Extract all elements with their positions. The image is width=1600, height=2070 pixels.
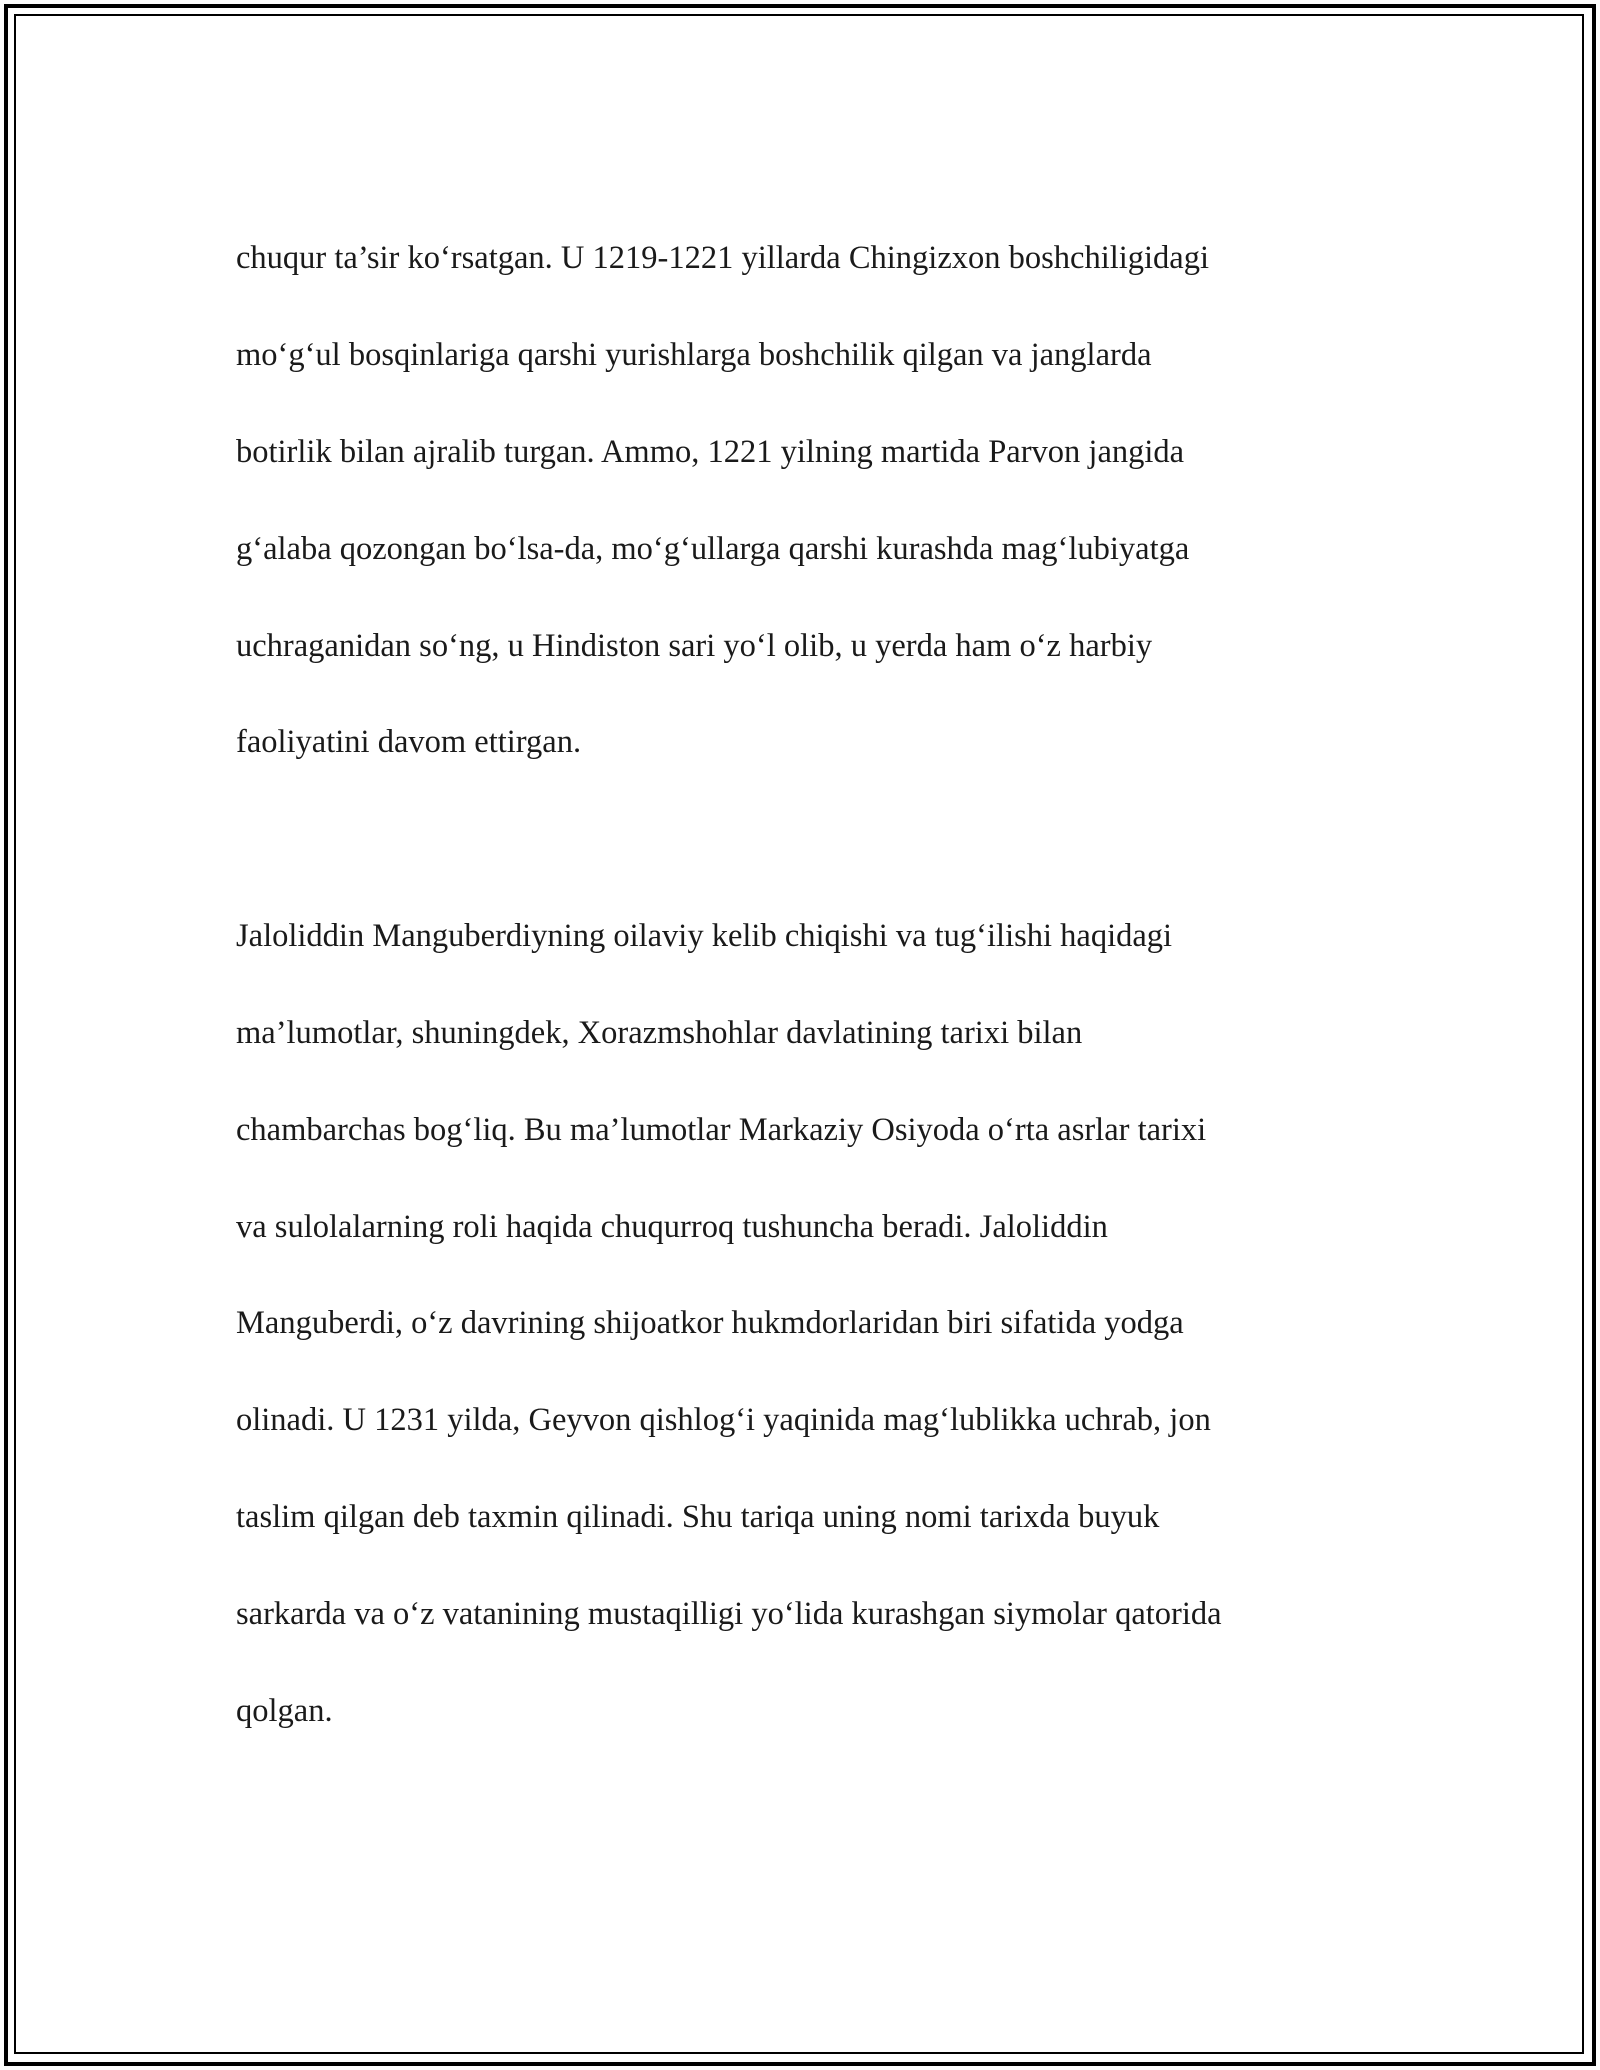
text-line: Jaloliddin Manguberdiyning oilaviy kelib chiqishi va tug‘ilishi haqidagi [236, 918, 1173, 955]
text-line: chambarchas bog‘liq. Bu ma’lumotlar Markaziy Osiyoda o‘rta asrlar tarixi [236, 1111, 1207, 1148]
document-body [236, 186, 1376, 1832]
text-line: mo‘g‘ul bosqinlariga qarshi yurishlarga boshchilik qilgan va janglarda [236, 337, 1152, 374]
paragraph-1 [236, 186, 1376, 815]
text-line: botirlik bilan ajralib turgan. Ammo, 1221 yilning martida Parvon jangida [236, 434, 1185, 471]
text-line: faoliyatini davom ettirgan. [236, 724, 582, 761]
text-line: taslim qilgan deb taxmin qilinadi. Shu tariqa uning nomi tarixda buyuk [236, 1498, 1160, 1535]
text-line: qolgan. [236, 1692, 333, 1729]
text-line: g‘alaba qozongan bo‘lsa-da, mo‘g‘ullarga qarshi kurashda mag‘lubiyatga [236, 530, 1190, 567]
text-line: olinadi. U 1231 yilda, Geyvon qishlog‘i yaqinida mag‘lublikka uchrab, jon [236, 1402, 1211, 1439]
text-line: sarkarda va o‘z vatanining mustaqilligi yo‘lida kurashgan siymolar qatorida [236, 1595, 1222, 1632]
text-line: ma’lumotlar, shuningdek, Xorazmshohlar davlatining tarixi bilan [236, 1014, 1083, 1051]
text-line: Manguberdi, o‘z davrining shijoatkor hukmdorlaridan biri sifatida yodga [236, 1305, 1184, 1342]
text-line: uchraganidan so‘ng, u Hindiston sari yo‘l olib, u yerda ham o‘z harbiy [236, 627, 1153, 664]
text-line: chuqur ta’sir ko‘rsatgan. U 1219-1221 yillarda Chingizxon boshchiligidagi [236, 240, 1210, 277]
paragraph-2 [236, 864, 1376, 1784]
text-line: va sulolalarning roli haqida chuqurroq tushuncha beradi. Jaloliddin [236, 1208, 1108, 1245]
